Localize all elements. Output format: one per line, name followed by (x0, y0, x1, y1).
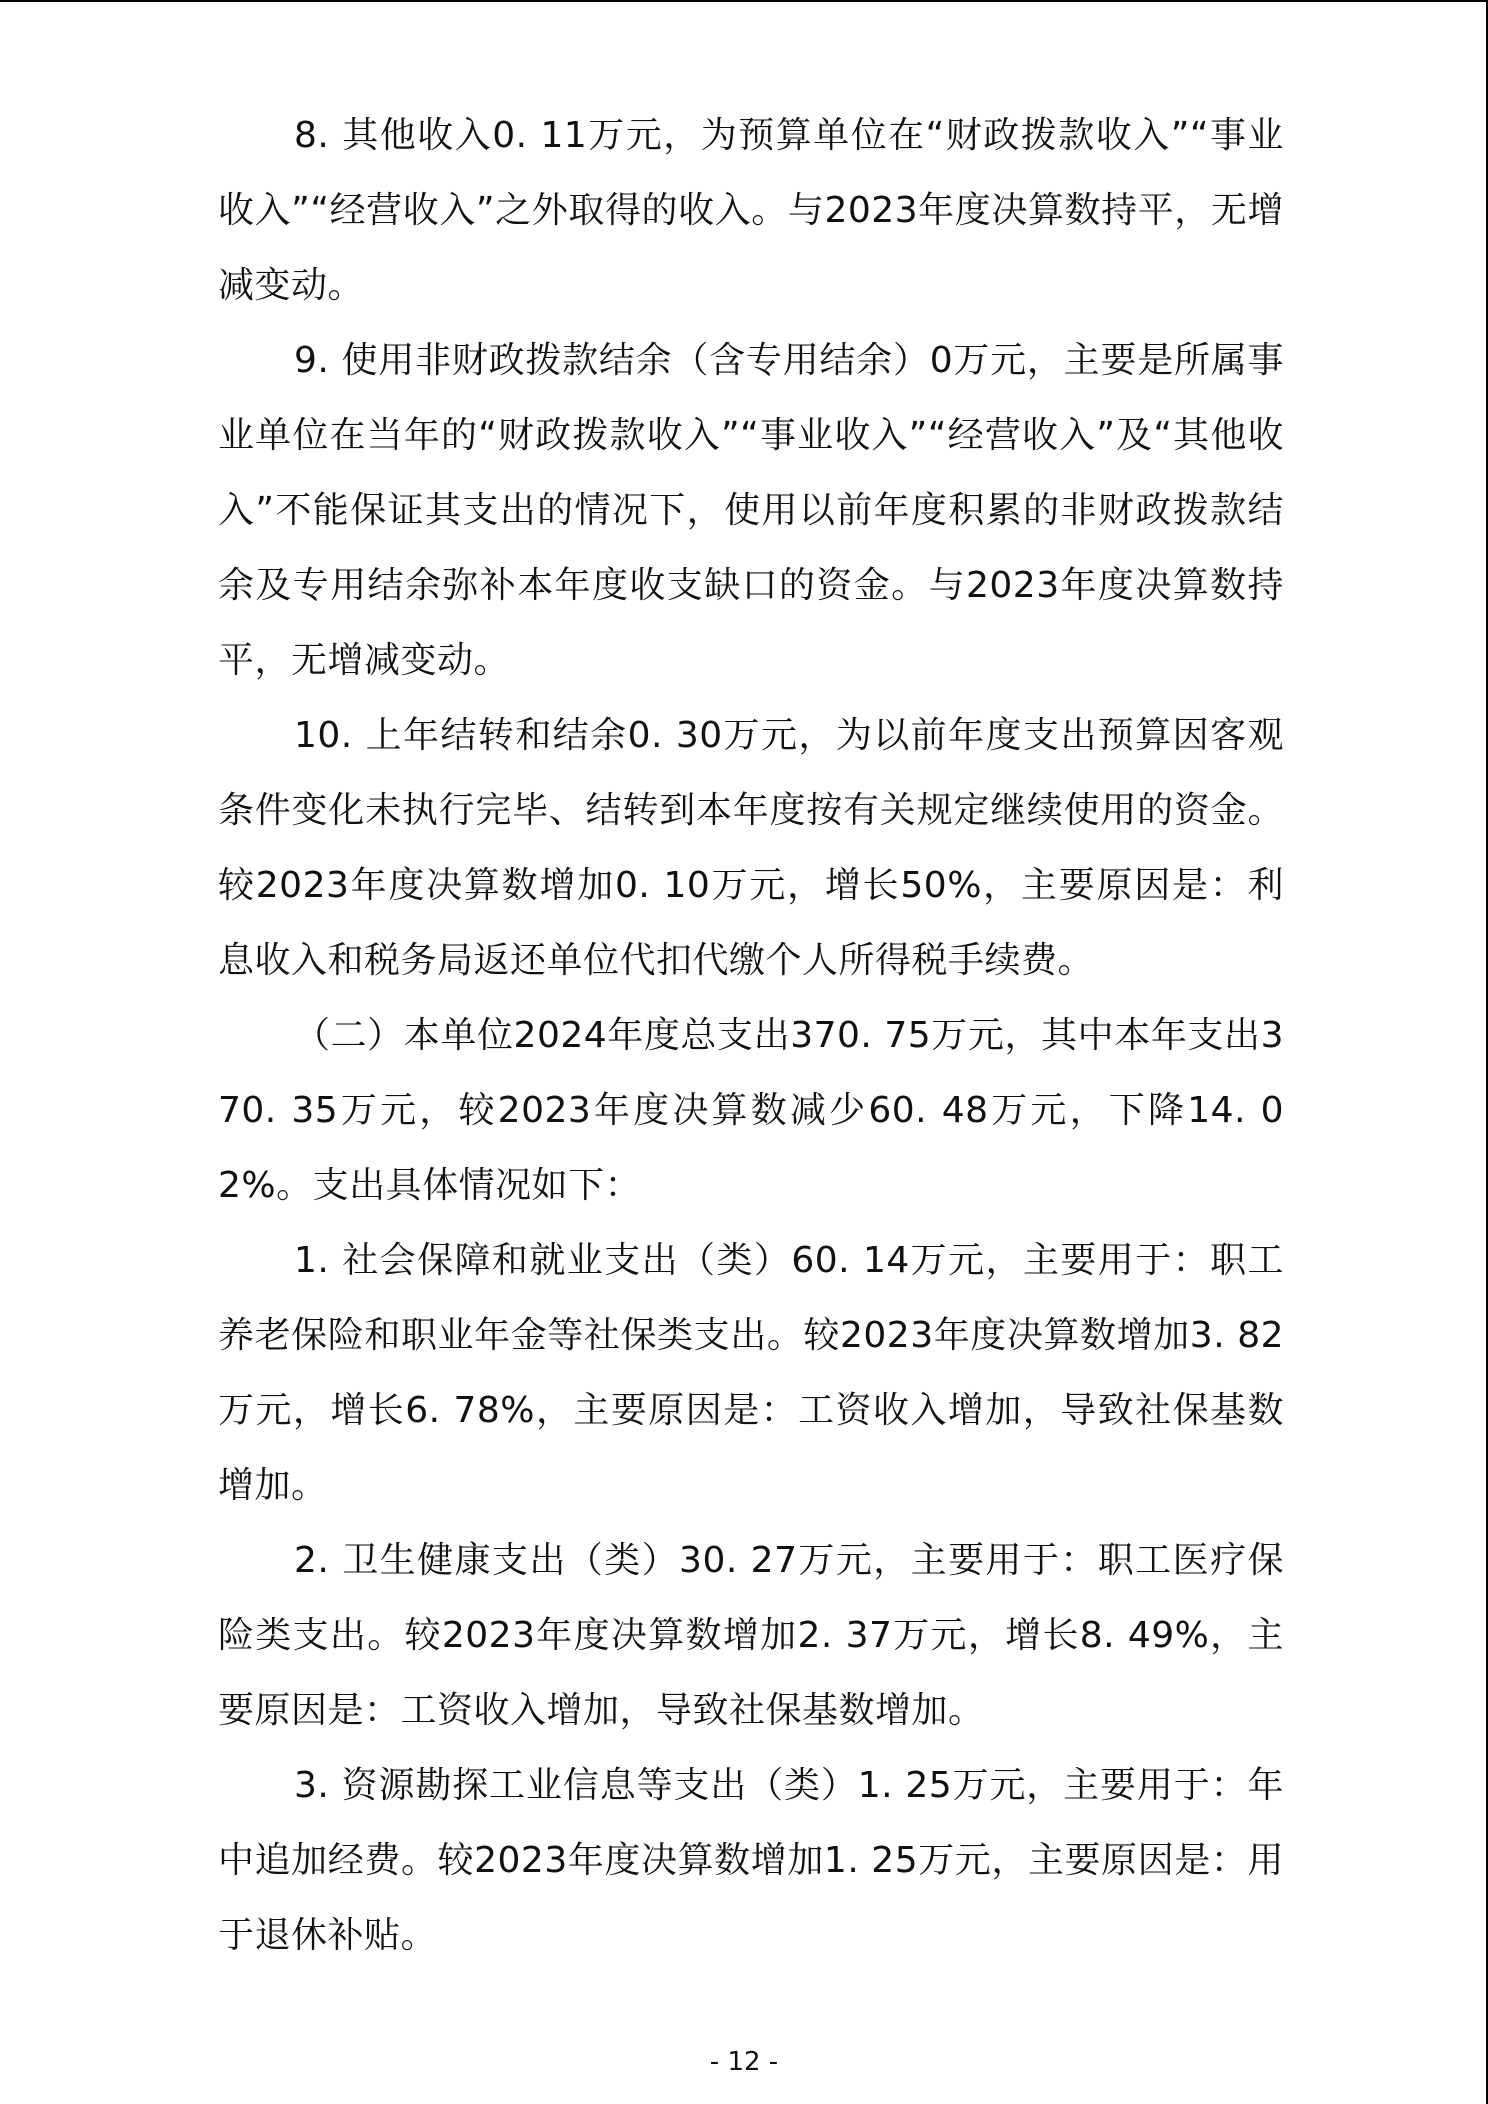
paragraph-non-fiscal-balance: 9. 使用非财政拨款结余（含专用结余）0万元，主要是所属事业单位在当年的“财政拨款收入”“事业收入”“经营收入”及“其他收入”不能保证其支出的情况下，使用以前年度积累的非财政拨款结余及专用结余弥补本年度收支缺口的资金。与2023年度决算数持平，无增减变动。 (218, 340, 1284, 681)
document-body (218, 98, 1284, 1973)
paragraph-other-income: 8. 其他收入0. 11万元，为预算单位在“财政拨款收入”“事业收入”“经营收入”之外取得的收入。与2023年度决算数持平，无增减变动。 (218, 115, 1284, 306)
paragraph-health-expenditure: 2. 卫生健康支出（类）30. 27万元，主要用于：职工医疗保险类支出。较2023年度决算数增加2. 37万元，增长8. 49%，主要原因是：工资收入增加，导致社保基数增加。 (218, 1540, 1284, 1731)
page-number: - 12 - (709, 2047, 779, 2077)
paragraph-resource-exploration-expenditure: 3. 资源勘探工业信息等支出（类）1. 25万元，主要用于：年中追加经费。较2023年度决算数增加1. 25万元，主要原因是：用于退休补贴。 (218, 1765, 1284, 1956)
paragraph-social-security-expenditure: 1. 社会保障和就业支出（类）60. 14万元，主要用于：职工养老保险和职业年金等社保类支出。较2023年度决算数增加3. 82万元，增长6. 78%，主要原因是：工资收入增加，导致社保基数增加。 (218, 1240, 1284, 1506)
paragraph-total-expenditure: （二）本单位2024年度总支出370. 75万元，其中本年支出370. 35万元，较2023年度决算数减少60. 48万元，下降14. 02%。支出具体情况如下： (218, 1015, 1284, 1206)
paragraph-carryover-balance: 10. 上年结转和结余0. 30万元，为以前年度支出预算因客观条件变化未执行完毕、结转到本年度按有关规定继续使用的资金。较2023年度决算数增加0. 10万元，增长50%，主要原因是：利息收入和税务局返还单位代扣代缴个人所得税手续费。 (218, 715, 1284, 981)
